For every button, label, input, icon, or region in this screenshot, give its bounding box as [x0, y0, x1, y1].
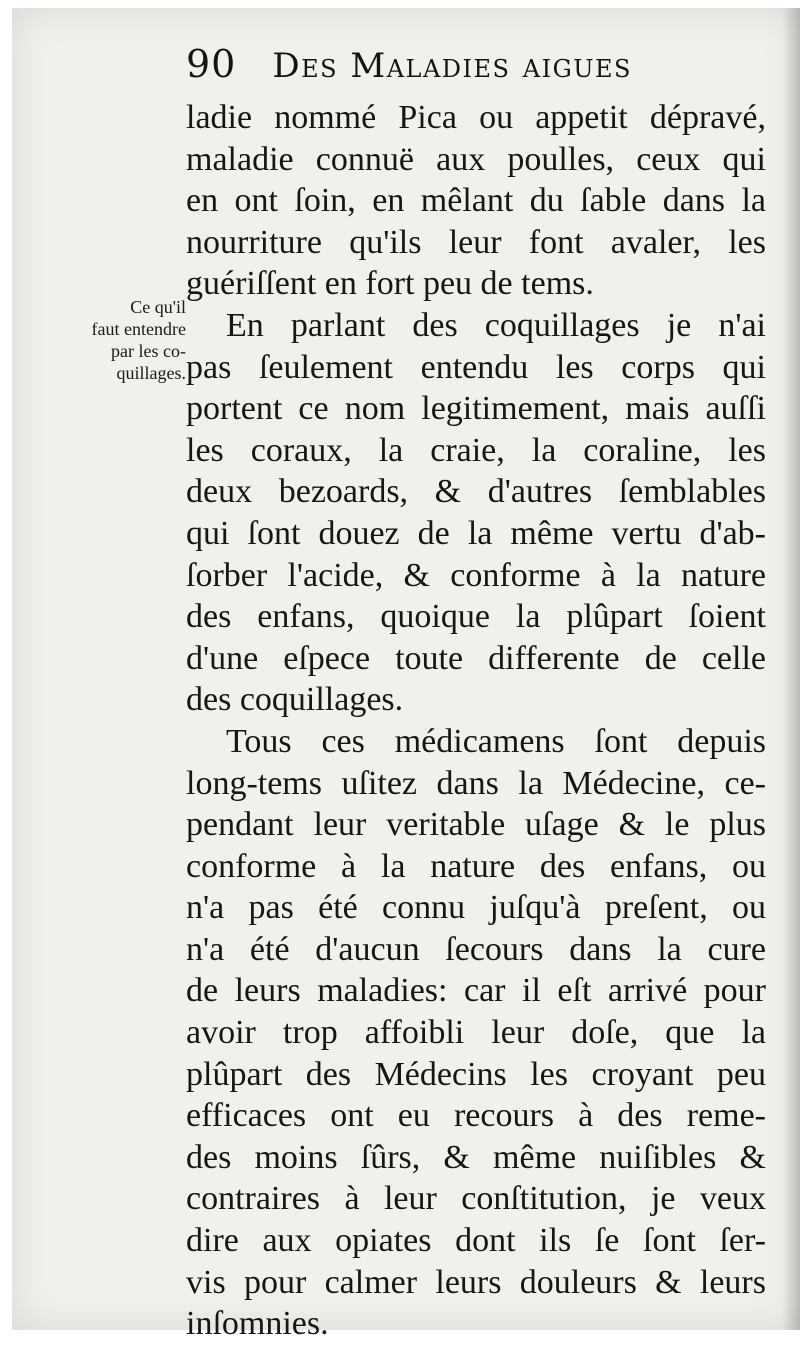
text-line: efficaces ont eu recours à des reme- — [186, 1097, 766, 1135]
text-line: dire aux opiates dont ils ſe ſont ſer- — [186, 1222, 766, 1260]
text-line: guériſſent en fort peu de tems. — [186, 265, 594, 303]
text-line: d'une eſpece toute differente de celle — [186, 639, 766, 677]
text-line: de leurs maladies: car il eſt arrivé pour — [186, 972, 766, 1010]
text-line: plûpart des Médecins les croyant peu — [186, 1055, 766, 1093]
page-header — [186, 42, 632, 92]
text-line: long-tems uſitez dans la Médecine, ce- — [186, 764, 766, 802]
text-line: inſomnies. — [186, 1305, 329, 1343]
text-line: vis pour calmer leurs douleurs & leurs — [186, 1263, 766, 1301]
text-line: Tous ces médicamens ſont depuis — [226, 722, 766, 760]
text-line: ladie nommé Pica ou appetit dépravé, — [186, 99, 766, 136]
text-line: des enfans, quoique la plûpart ſoient — [186, 598, 766, 636]
text-line: avoir trop affoibli leur doſe, que la — [186, 1014, 766, 1052]
text-line: conforme à la nature des enfans, ou — [186, 847, 766, 885]
text-line: En parlant des coquillages je n'ai — [226, 306, 766, 344]
text-line: pas ſeulement entendu les corps qui — [186, 348, 766, 386]
text-line: maladie connuë aux poulles, ceux qui — [186, 140, 766, 178]
text-line: contraires à leur conſtitution, je veux — [186, 1180, 766, 1218]
text-line: n'a pas été connu juſqu'à preſent, ou — [186, 889, 766, 927]
text-line: ſorber l'acide, & conforme à la nature — [186, 556, 766, 594]
text-line: des moins ſûrs, & même nuiſibles & — [186, 1138, 766, 1176]
body-text — [186, 97, 766, 1345]
text-line: pendant leur veritable uſage & le plus — [186, 806, 766, 844]
page-edge-shadow — [782, 8, 800, 1330]
text-line: des coquillages. — [186, 681, 404, 719]
text-line: deux bezoards, & d'autres ſemblables — [186, 473, 766, 511]
margin-note-line: faut entendre — [91, 319, 186, 339]
text-line: nourriture qu'ils leur font avaler, les — [186, 223, 766, 261]
page-number: 90 — [186, 42, 237, 86]
text-line: les coraux, la craie, la coraline, les — [186, 431, 766, 469]
text-line: qui ſont douez de la même vertu d'ab- — [186, 514, 766, 552]
text-line: en ont ſoin, en mêlant du ſable dans la — [186, 182, 766, 220]
text-line: n'a été d'aucun ſecours dans la cure — [186, 930, 766, 968]
margin-note — [38, 296, 192, 384]
text-line: portent ce nom legitimement, mais auſſi — [186, 390, 766, 428]
margin-note-line: Ce qu'il — [130, 297, 186, 317]
margin-note-line: quillages. — [116, 363, 186, 383]
margin-note-line: par les co- — [111, 341, 186, 361]
running-title: Des Maladies aigues — [272, 46, 632, 86]
